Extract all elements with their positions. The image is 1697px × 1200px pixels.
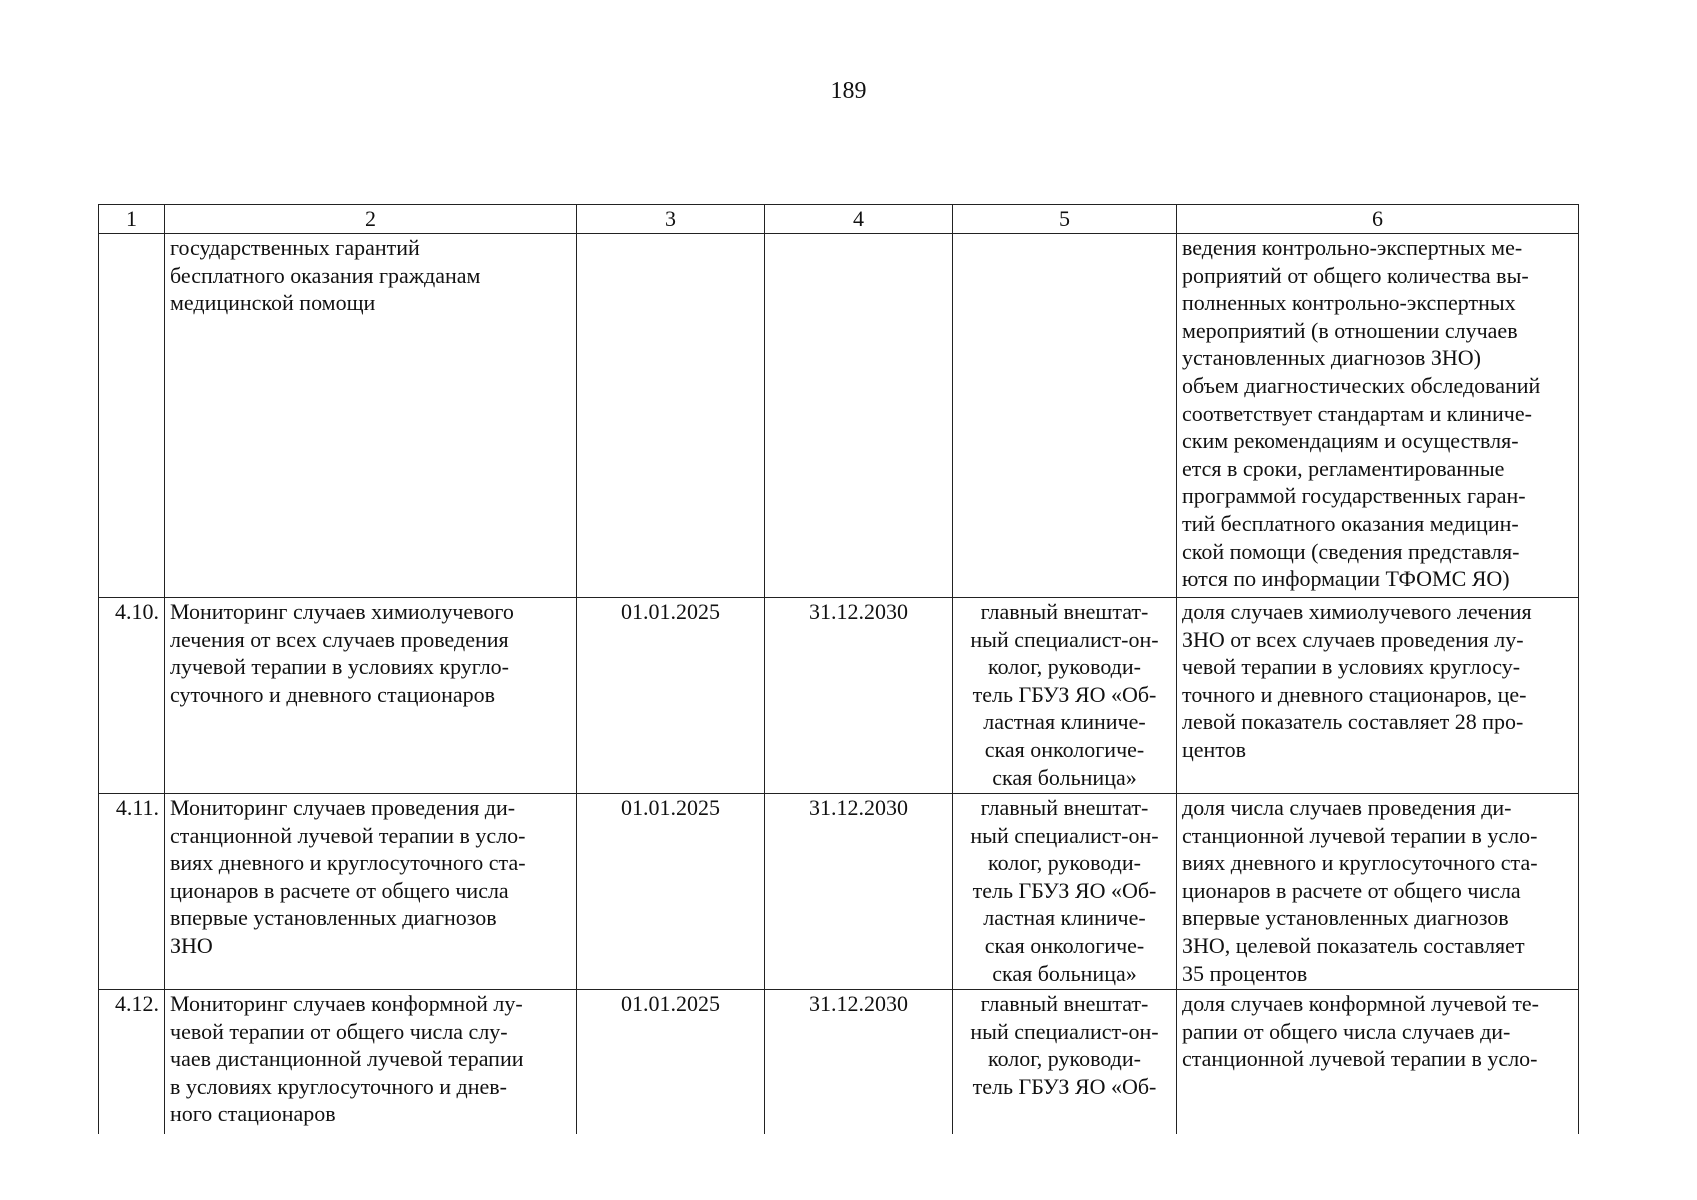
text-line: ской помощи (сведения представля- — [1182, 538, 1520, 564]
text-line: в условиях круглосуточного и днев- — [170, 1073, 508, 1099]
start-date: 01.01.2025 — [577, 990, 765, 1134]
text-line: 35 процентов — [1182, 960, 1308, 986]
text-line: ЗНО от всех случаев проведения лу- — [1182, 626, 1524, 652]
end-date: 31.12.2030 — [765, 598, 953, 794]
text-line: ским рекомендациям и осуществля- — [1182, 428, 1519, 454]
end-date: 31.12.2030 — [765, 794, 953, 990]
table-row — [99, 990, 1579, 1134]
text-line: впервые установленных диагнозов — [1182, 905, 1509, 931]
column-number: 4 — [765, 205, 953, 234]
column-number: 2 — [165, 205, 577, 234]
measure-cell — [165, 794, 577, 990]
text-line: доля случаев химиолучевого лечения — [1182, 599, 1532, 624]
text-line: виях дневного и круглосуточного ста- — [1182, 850, 1538, 876]
text-line: ская онкологиче- — [984, 932, 1145, 958]
text-line: полненных контрольно-экспертных — [1182, 290, 1516, 316]
page-number: 189 — [830, 78, 867, 104]
result-cell — [1177, 990, 1579, 1134]
column-number: 1 — [99, 205, 165, 234]
text-line: ного стационаров — [170, 1101, 336, 1127]
text-line: роприятий от общего количества вы- — [1182, 262, 1529, 288]
text-line: станционной лучевой терапии в усло- — [170, 822, 526, 848]
text-line: виях дневного и круглосуточного ста- — [170, 850, 526, 876]
text-line: ционаров в расчете от общего числа — [1182, 877, 1521, 903]
text-line: ется в сроки, регламентированные — [1182, 455, 1505, 481]
start-date: 01.01.2025 — [577, 794, 765, 990]
result-cell — [1177, 794, 1579, 990]
table-row — [99, 794, 1579, 990]
end-date: 31.12.2030 — [765, 990, 953, 1134]
column-number: 6 — [1177, 205, 1579, 234]
text-line: чаев дистанционной лучевой терапии — [170, 1046, 524, 1072]
text-line: лучевой терапии в условиях кругло- — [170, 654, 510, 680]
row-number: 4.10. — [99, 598, 165, 794]
text-line: ведения контрольно-экспертных ме- — [1182, 235, 1523, 260]
measure-cell — [165, 234, 577, 598]
text-line: главный внештат- — [980, 599, 1149, 624]
result-cell — [1177, 234, 1579, 598]
start-date — [577, 234, 765, 598]
text-line: тий бесплатного оказания медицин- — [1182, 510, 1519, 536]
text-line: государственных гарантий — [170, 235, 420, 260]
measures-table — [98, 204, 1579, 1134]
text-line: ЗНО — [170, 932, 213, 958]
measure-cell — [165, 990, 577, 1134]
responsible-cell — [953, 990, 1177, 1134]
text-line: установленных диагнозов ЗНО) — [1182, 345, 1481, 371]
text-line: колог, руководи- — [988, 1046, 1141, 1072]
text-line: Мониторинг случаев проведения ди- — [170, 795, 516, 820]
result-cell — [1177, 598, 1579, 794]
text-line: мероприятий (в отношении случаев — [1182, 317, 1518, 343]
responsible-cell — [953, 794, 1177, 990]
start-date: 01.01.2025 — [577, 598, 765, 794]
text-line: тель ГБУЗ ЯО «Об- — [972, 1073, 1157, 1099]
text-line: ный специалист-он- — [970, 822, 1159, 848]
text-line: колог, руководи- — [988, 850, 1141, 876]
text-line: рапии от общего числа случаев ди- — [1182, 1018, 1511, 1044]
column-number-row — [99, 205, 1579, 234]
text-line: ный специалист-он- — [970, 1018, 1159, 1044]
text-line: ЗНО, целевой показатель составляет — [1182, 932, 1525, 958]
responsible-cell — [953, 234, 1177, 598]
text-line: колог, руководи- — [988, 654, 1141, 680]
text-line: главный внештат- — [980, 991, 1149, 1016]
text-line: доля случаев конформной лучевой те- — [1182, 991, 1539, 1016]
text-line: объем диагностических обследований — [1182, 372, 1541, 398]
table-row — [99, 598, 1579, 794]
text-line: бесплатного оказания гражданам — [170, 262, 481, 288]
responsible-cell — [953, 598, 1177, 794]
text-line: впервые установленных диагнозов — [170, 905, 497, 931]
row-number — [99, 234, 165, 598]
text-line: ская больница» — [992, 764, 1137, 790]
text-line: ская больница» — [992, 960, 1137, 986]
text-line: станционной лучевой терапии в усло- — [1182, 1046, 1538, 1072]
text-line: лечения от всех случаев проведения — [170, 626, 509, 652]
text-line: ются по информации ТФОМС ЯО) — [1182, 566, 1510, 592]
text-line: главный внештат- — [980, 795, 1149, 820]
text-line: суточного и дневного стационаров — [170, 681, 496, 707]
measure-cell — [165, 598, 577, 794]
text-line: соответствует стандартам и клиниче- — [1182, 400, 1532, 426]
text-line: ластная клиниче- — [983, 709, 1146, 735]
text-line: тель ГБУЗ ЯО «Об- — [972, 681, 1157, 707]
row-number: 4.11. — [99, 794, 165, 990]
table-row — [99, 234, 1579, 598]
text-line: ный специалист-он- — [970, 626, 1159, 652]
text-line: чевой терапии в условиях круглосу- — [1182, 654, 1521, 680]
text-line: ционаров в расчете от общего числа — [170, 877, 509, 903]
text-line: точного и дневного стационаров, це- — [1182, 681, 1527, 707]
text-line: ская онкологиче- — [984, 736, 1145, 762]
column-number: 3 — [577, 205, 765, 234]
text-line: станционной лучевой терапии в усло- — [1182, 822, 1538, 848]
text-line: медицинской помощи — [170, 290, 376, 316]
text-line: тель ГБУЗ ЯО «Об- — [972, 877, 1157, 903]
text-line: ластная клиниче- — [983, 905, 1146, 931]
text-line: Мониторинг случаев конформной лу- — [170, 991, 523, 1016]
text-line: программой государственных гаран- — [1182, 483, 1526, 509]
row-number: 4.12. — [99, 990, 165, 1134]
column-number: 5 — [953, 205, 1177, 234]
end-date — [765, 234, 953, 598]
text-line: левой показатель составляет 28 про- — [1182, 709, 1524, 735]
text-line: доля числа случаев проведения ди- — [1182, 795, 1512, 820]
text-line: чевой терапии от общего числа слу- — [170, 1018, 508, 1044]
text-line: Мониторинг случаев химиолучевого — [170, 599, 514, 624]
text-line: центов — [1182, 736, 1247, 762]
